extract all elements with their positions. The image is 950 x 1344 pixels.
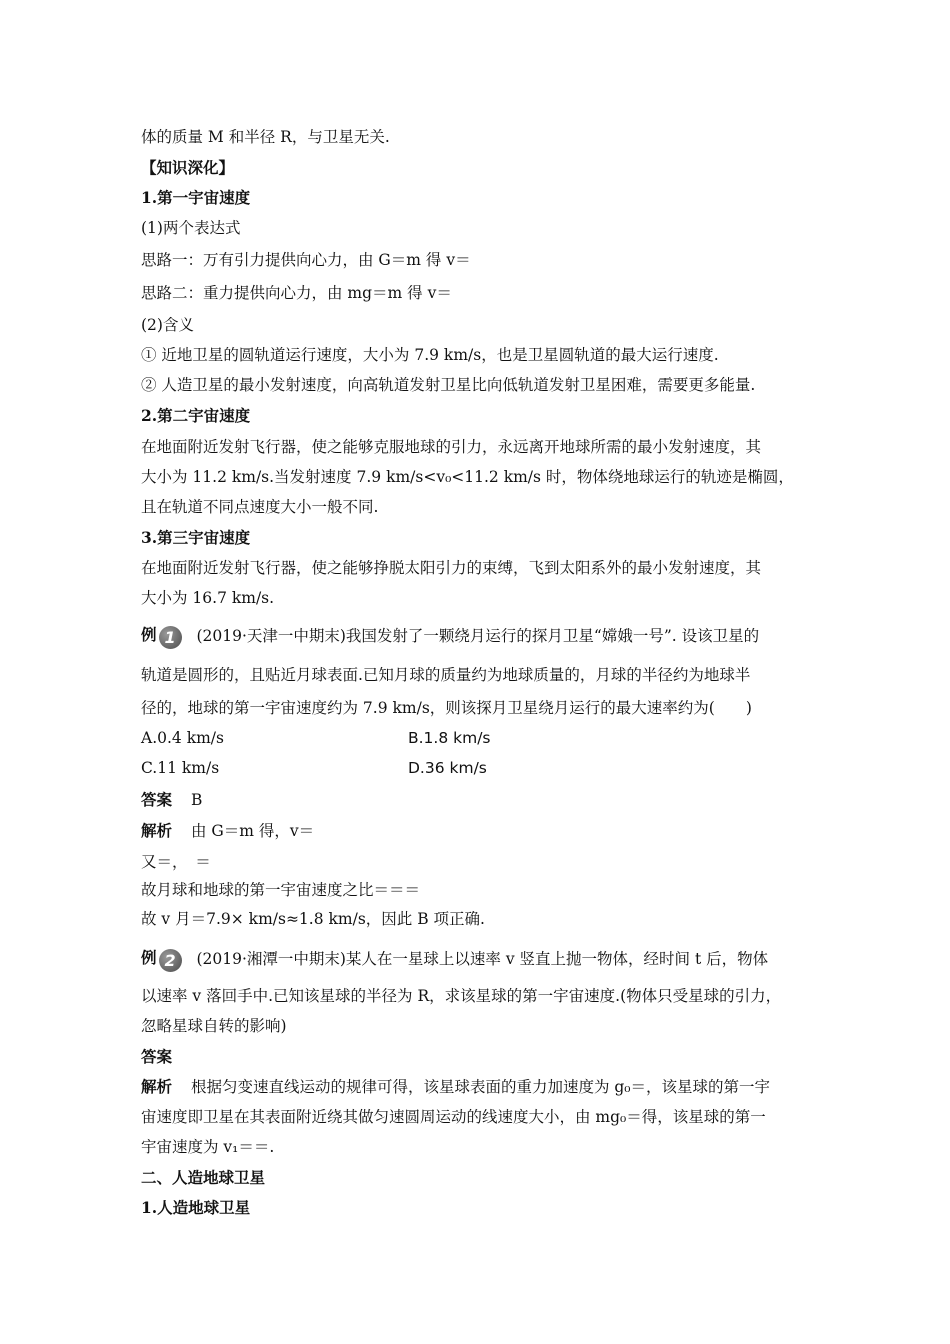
example-2-line bbox=[141, 947, 813, 971]
text-line: (2)含义 bbox=[141, 316, 194, 334]
text-line: 轨道是圆形的，且贴近月球表面.已知月球的质量约为地球质量的，月球的半径约为地球半 bbox=[141, 666, 751, 684]
example-text: (2019·湘潭一中期末)某人在一星球上以速率 v 竖直上抛一物体，经时间 t 后，物体 bbox=[196, 949, 769, 968]
text-line: 在地面附近发射飞行器，使之能够挣脱太阳引力的束缚，飞到太阳系外的最小发射速度，其 bbox=[141, 559, 762, 577]
text-line: 大小为 16.7 km/s. bbox=[141, 589, 275, 607]
option-c: C.11 km/s bbox=[141, 759, 220, 777]
example-1-badge bbox=[141, 624, 182, 649]
text-line: 且在轨道不同点速度大小一般不同. bbox=[141, 498, 379, 516]
analysis-text: 根据匀变速直线运动的规律可得，该星球表面的重力加速度为 g₀＝，该星球的第一宇 bbox=[190, 1078, 771, 1096]
text-line: 故月球和地球的第一宇宙速度之比＝＝＝ bbox=[141, 881, 421, 899]
text-line: 忽略星球自转的影响) bbox=[141, 1017, 287, 1035]
text-line: 又＝， ＝ bbox=[141, 853, 211, 871]
option-d: D.36 km/s bbox=[408, 759, 487, 777]
text-line: 宙速度即卫星在其表面附近绕其做匀速圆周运动的线速度大小，由 mg₀＝得，该星球的第一 bbox=[141, 1108, 766, 1126]
section-heading: 【知识深化】 bbox=[141, 158, 235, 177]
subsection-heading: 1.人造地球卫星 bbox=[141, 1198, 251, 1217]
text-line: 在地面附近发射飞行器，使之能够克服地球的引力，永远离开地球所需的最小发射速度，其 bbox=[141, 438, 762, 456]
section-heading: 二、人造地球卫星 bbox=[141, 1168, 266, 1187]
answer-line bbox=[141, 789, 813, 813]
example-label: 例 bbox=[141, 949, 157, 967]
text-line: ② 人造卫星的最小发射速度，向高轨道发射卫星比向低轨道发射卫星困难，需要更多能量. bbox=[141, 376, 756, 394]
text-line: (1)两个表达式 bbox=[141, 219, 241, 237]
example-text: (2019·天津一中期末)我国发射了一颗绕月运行的探月卫星“嫦娥一号”. 设该卫星的 bbox=[196, 626, 760, 645]
analysis-label: 解析 bbox=[141, 821, 173, 840]
analysis-line bbox=[141, 1076, 813, 1100]
analysis-label: 解析 bbox=[141, 1077, 173, 1096]
analysis-text: 由 G＝m 得，v＝ bbox=[190, 822, 315, 840]
option-a: A.0.4 km/s bbox=[141, 729, 224, 747]
example-label: 例 bbox=[141, 626, 157, 644]
example-number-icon: 1 bbox=[159, 626, 182, 649]
text-line: 思路二：重力提供向心力，由 mg＝m 得 v＝ bbox=[141, 284, 452, 302]
text-line: 大小为 11.2 km/s.当发射速度 7.9 km/s<v₀<11.2 km/s 时，物体绕地球运行的轨迹是椭圆， bbox=[141, 468, 794, 486]
answer-label: 答案 bbox=[141, 790, 173, 809]
text-line: 以速率 v 落回手中.已知该星球的半径为 R，求该星球的第一宇宙速度.(物体只受星球的引力， bbox=[141, 987, 782, 1005]
text-line: 宇宙速度为 v₁＝＝. bbox=[141, 1138, 275, 1156]
answer-value: B bbox=[190, 791, 203, 809]
subsection-heading: 3.第三宇宙速度 bbox=[141, 528, 251, 547]
analysis-line bbox=[141, 820, 813, 844]
subsection-heading: 1.第一宇宙速度 bbox=[141, 188, 251, 207]
option-b: B.1.8 km/s bbox=[408, 729, 491, 747]
example-number-icon: 2 bbox=[159, 949, 182, 972]
text-line: ① 近地卫星的圆轨道运行速度，大小为 7.9 km/s，也是卫星圆轨道的最大运行速度. bbox=[141, 346, 719, 364]
example-1-line bbox=[141, 624, 813, 648]
text-line: 径的，地球的第一宇宙速度约为 7.9 km/s，则该探月卫星绕月运行的最大速率约为( ) bbox=[141, 699, 752, 717]
answer-label: 答案 bbox=[141, 1047, 173, 1066]
text-line: 体的质量 M 和半径 R，与卫星无关. bbox=[141, 128, 390, 146]
subsection-heading: 2.第二宇宙速度 bbox=[141, 406, 251, 425]
example-2-badge bbox=[141, 947, 182, 972]
text-line: 思路一：万有引力提供向心力，由 G＝m 得 v＝ bbox=[141, 251, 471, 269]
text-line: 故 v 月＝7.9× km/s≈1.8 km/s，因此 B 项正确. bbox=[141, 910, 485, 928]
